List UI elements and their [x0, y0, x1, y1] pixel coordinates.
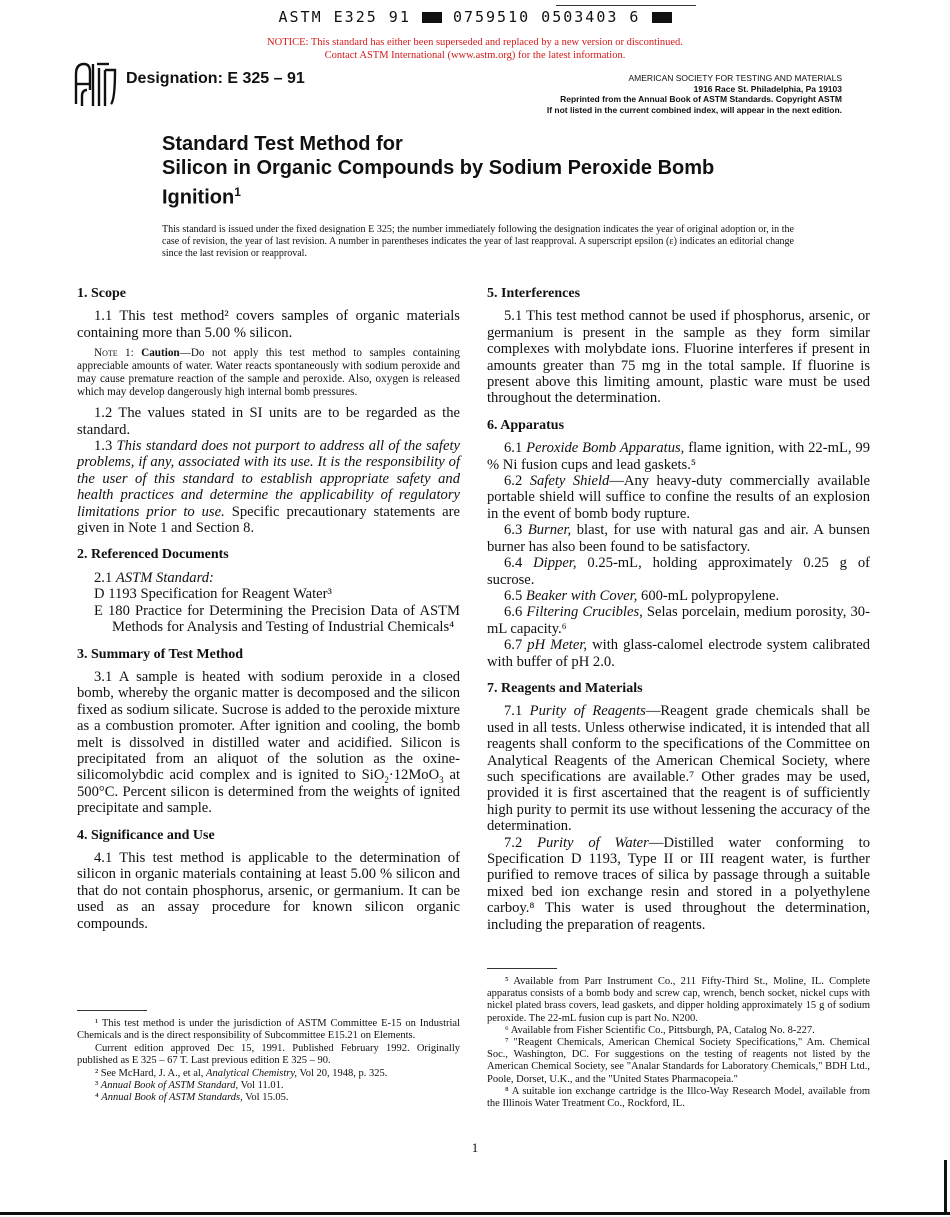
- footnote: Current edition approved Dec 15, 1991. Published February 1992. Originally published as E 325 – 67 T. Last previous edition E 325 – 90.: [77, 1042, 460, 1067]
- page-number: 1: [471, 1140, 479, 1155]
- footnote: ⁷ "Reagent Chemicals, American Chemical Society Specifications," Am. Chemical Soc., Washington, DC. For suggestions on the testing of reagents not listed by the American Chemical Society, see "Analar Standards for Laboratory Chemicals," BDH Ltd., Poole, Dorset, U.K., and the "United States Pharmacopeia.": [487, 1037, 870, 1085]
- paragraph: [487, 637, 870, 670]
- para-num: 6.7: [504, 637, 523, 654]
- para-text: Selas porcelain, medium porosity, 30-mL capacity.⁶: [487, 604, 870, 637]
- section-heading: 1. Scope: [77, 286, 126, 301]
- para-num: 1.3: [94, 438, 113, 455]
- para-text: —Reagent grade chemicals shall be used in all tests. Unless otherwise indicated, it is intended that all reagents shall conform to the specifications of the Committee on Analytical Reagents of the American Chemical Society, where such specifications are available.⁷ Other grades may be used, provided it is first ascertained that the reagent is of sufficiently high purity to permit its use without lessening the accuracy of the determination.: [487, 703, 870, 835]
- subscript: 3: [439, 775, 444, 786]
- para-num: 6.4: [504, 555, 523, 572]
- footnote-mark: ³: [95, 1080, 99, 1092]
- para-text: at 500°C. Percent silicon is determined from the weights of ignited precipitate and sample.: [77, 767, 460, 817]
- notice: [0, 36, 950, 62]
- footnote: [77, 1092, 460, 1104]
- left-column: [77, 286, 460, 932]
- footnote-text: Vol 15.05.: [245, 1092, 289, 1104]
- note-label: Note 1:: [94, 347, 134, 360]
- document-title: [162, 132, 802, 210]
- footnote: ¹ This test method is under the jurisdiction of ASTM Committee E-15 on Industrial Chemicals and is the direct responsibility of Subcommittee E15.21 on Elements.: [77, 1018, 460, 1042]
- para-italic: Purity of Water: [537, 834, 649, 851]
- paragraph: [487, 604, 870, 637]
- subscript: 2: [384, 775, 389, 786]
- para-italic: pH Meter,: [527, 637, 588, 654]
- paragraph: [487, 835, 870, 933]
- society-block: [547, 73, 842, 115]
- footnote-text: Vol 20, 1948, p. 325.: [299, 1067, 388, 1079]
- barcode-header: [0, 8, 950, 26]
- scan-border: [0, 1212, 950, 1215]
- footnote-italic: Analytical Chemistry,: [206, 1067, 298, 1079]
- para-text: with glass-calomel electrode system calibrated with buffer of pH 2.0.: [487, 637, 870, 670]
- section-heading: 5. Interferences: [487, 286, 581, 301]
- notice-line: NOTICE: This standard has either been superseded and replaced by a new version or discontinued.: [267, 37, 683, 48]
- para-text: Specific precautionary statements are given in Note 1 and Section 8.: [77, 503, 461, 537]
- society-reprint: If not listed in the current combined index, will appear in the next edition.: [546, 104, 842, 115]
- paragraph: [487, 703, 870, 834]
- paragraph: 1.1 This test method² covers samples of organic materials containing more than 5.00 % silicon.: [77, 308, 460, 341]
- section-heading: 7. Reagents and Materials: [487, 680, 643, 696]
- barcode-text: ASTM E325 91: [278, 8, 411, 26]
- paragraph: [77, 438, 460, 536]
- paragraph: [487, 440, 870, 473]
- footnote-text: Vol 11.01.: [240, 1080, 284, 1092]
- para-italic: This standard does not purport to address all of the safety problems, if any, associated with its use. It is the responsibility of the user of this standard to establish appropriate safety and health practices and determine the applicability of regulatory limitations prior to use.: [77, 438, 460, 520]
- footnotes-left: [77, 1010, 460, 1105]
- footnote-text: ² See McHard, J. A., et al,: [95, 1067, 204, 1079]
- para-text: —Any heavy-duty commercially available portable shield will suffice to confine the results of an explosion in the event of bomb body rupture.: [487, 473, 870, 522]
- para-text: —Distilled water conforming to Specification D 1193, Type II or III reagent water, is further purified to remove traces of silica by passage through a suitable mixed bed ion exchange resin and stored in a polyethylene carboy.⁸ This water is used throughout the determination, including the preparation of reagents.: [487, 834, 870, 933]
- footnote: ⁶ Available from Fisher Scientific Co., Pittsburgh, PA, Catalog No. 8-227.: [505, 1024, 815, 1036]
- note-caution: Caution: [141, 347, 180, 360]
- footnote: ⁵ Available from Parr Instrument Co., 211 Fifty-Third St., Moline, IL. Complete apparatus consists of a bomb body and screw cap, wrench, bench socket, nickel cups with nickel plated brass covers, lead gaskets, and dipper holding approximately 15 g of sodium peroxide. The 22-mL fusion cup is part No. N200.: [487, 976, 870, 1024]
- barcode-block: [652, 12, 672, 23]
- notice-line: Contact ASTM International (www.astm.org) for the latest information.: [324, 50, 626, 61]
- para-num: 7.1: [504, 703, 523, 720]
- para-num: 6.2: [504, 473, 523, 490]
- footnote-italic: Annual Book of ASTM Standard,: [100, 1080, 239, 1092]
- paragraph: [487, 473, 870, 522]
- paragraph: [77, 669, 460, 817]
- title-footnote-mark: 1: [234, 185, 241, 199]
- society-name: AMERICAN SOCIETY FOR TESTING AND MATERIALS: [628, 73, 842, 83]
- note: [77, 347, 460, 399]
- right-column: [487, 286, 870, 933]
- paragraph: [487, 588, 870, 604]
- astm-logo-icon: [73, 60, 117, 110]
- paragraph: [487, 522, 870, 555]
- paragraph: [77, 570, 460, 586]
- section-heading: 3. Summary of Test Method: [77, 646, 244, 662]
- title-line: Ignition: [162, 186, 235, 209]
- footnote: ⁸ A suitable ion exchange cartridge is the Illco-Way Research Model, available from the Illinois Water Treatment Co., Rockford, IL.: [487, 1085, 870, 1110]
- society-address: 1916 Race St. Philadelphia, Pa 19103: [693, 83, 842, 94]
- paragraph: 1.2 The values stated in SI units are to be regarded as the standard.: [77, 405, 460, 438]
- scan-border: [944, 1160, 947, 1214]
- footnote-rule: [77, 1010, 147, 1011]
- para-italic: Dipper,: [533, 555, 577, 572]
- note-text: —Do not apply this test method to samples containing appreciable amounts of water. Water reacts spontaneously with sodium peroxide and may cause premature reaction of the sample and peroxide. Also, oxygen is released which may develop dangerously high internal bomb pressures.: [77, 347, 460, 399]
- para-num: 6.5: [504, 587, 523, 604]
- para-num: 6.3: [504, 522, 523, 539]
- para-italic: Purity of Reagents: [529, 703, 646, 720]
- intro-paragraph: This standard is issued under the fixed designation E 325; the number immediately following the designation indicates the year of original adoption or, in the case of revision, the year of last revision. A number in parentheses indicates the year of last reapproval. A superscript epsilon (ε) indicates an editorial change since the last revision or reapproval.: [162, 224, 794, 259]
- para-italic: Peroxide Bomb Apparatus,: [526, 440, 685, 457]
- para-num: 7.2: [504, 834, 523, 851]
- para-italic: Beaker with Cover,: [525, 587, 638, 604]
- para-italic: ASTM Standard:: [115, 569, 214, 586]
- footnote-rule: [487, 968, 557, 969]
- section-heading: 4. Significance and Use: [77, 827, 215, 843]
- para-text: ·12MoO: [388, 767, 440, 784]
- footnotes-right: [487, 968, 870, 1110]
- para-italic: Burner,: [527, 522, 572, 539]
- footnote: [77, 1080, 460, 1092]
- reference-item: E 180 Practice for Determining the Precision Data of ASTM Methods for Analysis and Testing of Industrial Chemicals⁴: [94, 602, 460, 636]
- top-rule: [556, 5, 696, 6]
- title-line: Silicon in Organic Compounds by Sodium Peroxide Bomb: [162, 157, 715, 179]
- designation: Designation: E 325 – 91: [126, 70, 305, 87]
- paragraph: 5.1 This test method cannot be used if phosphorus, arsenic, or germanium is present in the sample as they form similar complexes with molybdate ions. Fluorine interferes if present in amounts greater than 75 mg in the total sample. If fluorine is present above this limiting amount, plastic ware must be used throughout the determination.: [487, 308, 870, 407]
- para-text: 600-mL polypropylene.: [641, 587, 780, 604]
- barcode-block: [422, 12, 442, 23]
- reference-item: D 1193 Specification for Reagent Water³: [94, 586, 332, 603]
- paragraph: 4.1 This test method is applicable to the determination of silicon in organic materials containing at least 5.00 % silicon and that do not contain phosphorus, arsenic, or germanium. It can be used as an assay procedure for known silicon organic compounds.: [77, 849, 460, 932]
- para-text: blast, for use with natural gas and air. A bunsen burner has also been found to be satisfactory.: [487, 522, 870, 555]
- footnote: [77, 1068, 460, 1080]
- para-text: 0.25-mL, holding approximately 0.25 g of sucrose.: [487, 555, 871, 588]
- para-text: flame ignition, with 22-mL, 99 % Ni fusion cups and lead gaskets.⁵: [487, 440, 870, 473]
- section-heading: 6. Apparatus: [487, 417, 565, 433]
- para-num: 2.1: [94, 569, 113, 586]
- paragraph: [487, 555, 870, 588]
- footnote-mark: ⁴: [95, 1092, 99, 1104]
- footnote-italic: Annual Book of ASTM Standards,: [101, 1092, 243, 1104]
- para-num: 6.6: [504, 604, 523, 621]
- section-heading: 2. Referenced Documents: [77, 547, 229, 563]
- barcode-digits: 0759510 0503403 6: [452, 8, 641, 26]
- para-num: 6.1: [504, 440, 523, 457]
- para-italic: Filtering Crucibles,: [526, 604, 643, 621]
- para-text: 3.1 A sample is heated with sodium peroxide in a closed bomb, whereby the organic matter is decomposed and the silicon fixed as sodium silicate. Sucrose is added to the peroxide mixture as a combustion promoter. After ignition and cooling, the bomb melt is dissolved in distilled water and acidified. Silicon is precipitated from an aliquot of the solution as the oxine-silicomolybdic acid complex and is ignited to SiO: [77, 668, 460, 784]
- society-reprint: Reprinted from the Annual Book of ASTM Standards. Copyright ASTM: [560, 94, 842, 104]
- para-italic: Safety Shield: [529, 473, 610, 490]
- title-line: Standard Test Method for: [162, 133, 403, 155]
